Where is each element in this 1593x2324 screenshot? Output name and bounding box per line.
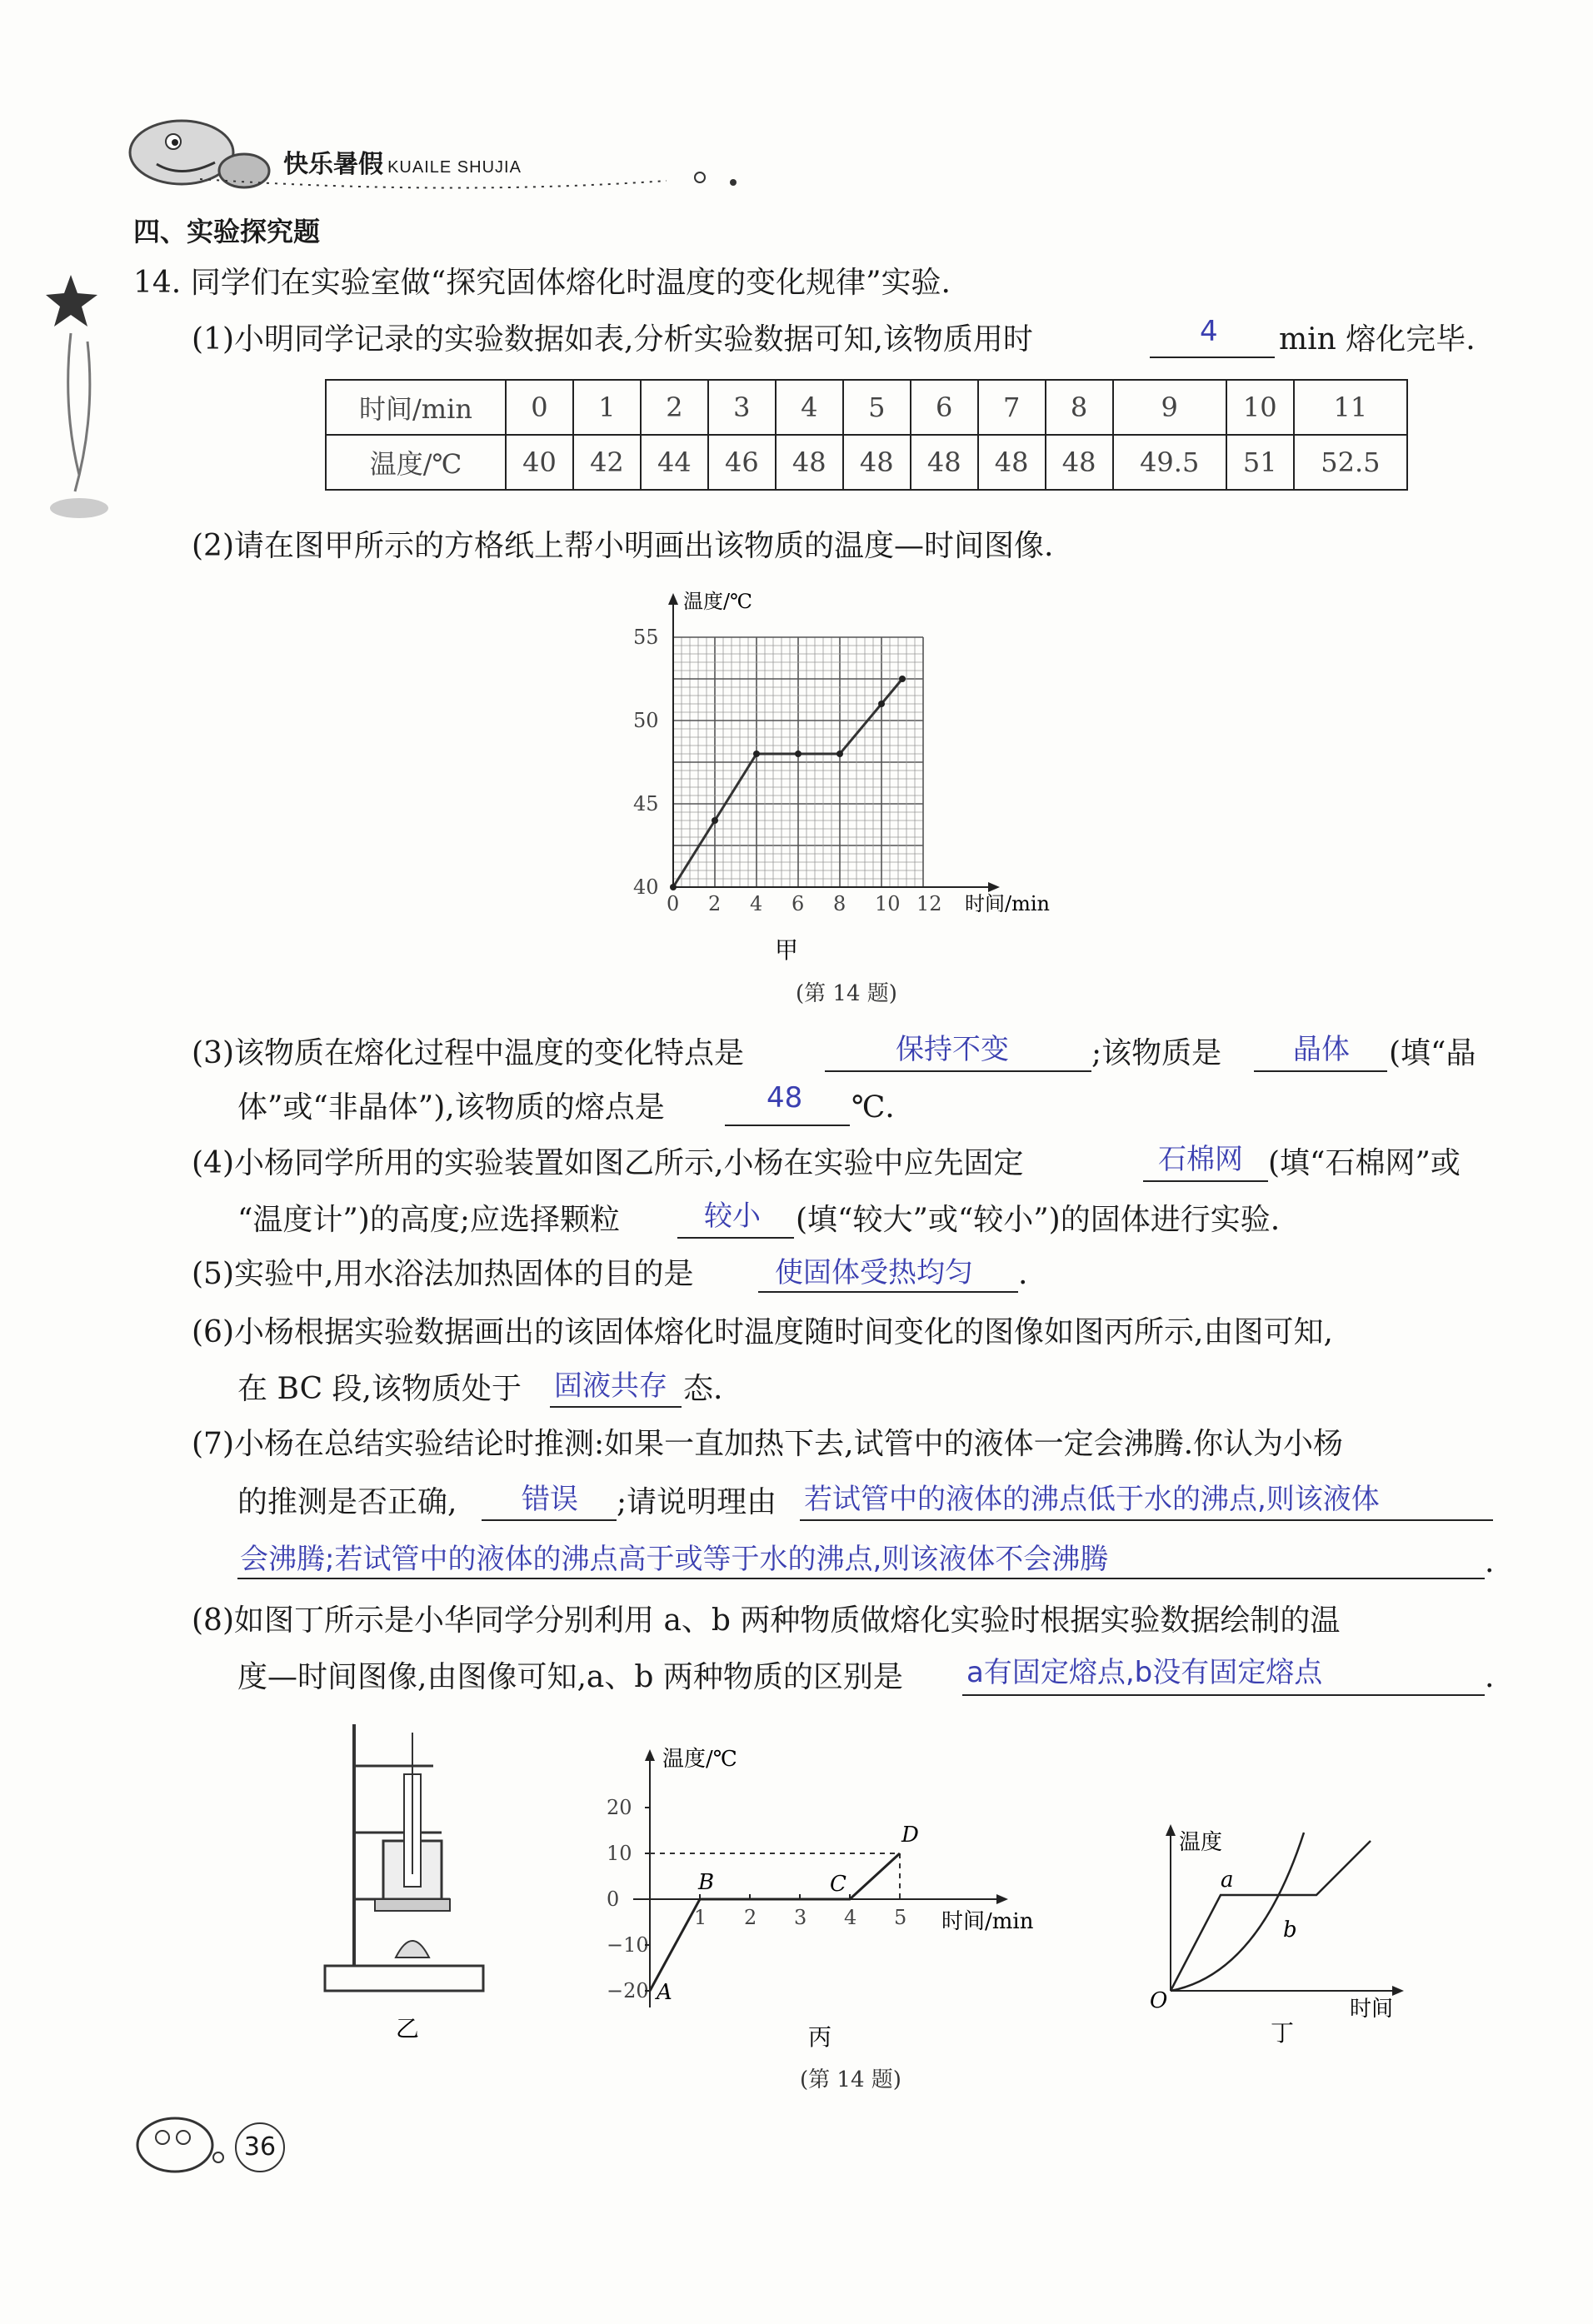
table-cell: 48 <box>978 435 1046 490</box>
table-cell: 8 <box>1046 380 1113 435</box>
part-5-blank <box>758 1291 1018 1293</box>
figure-ding <box>1150 1816 1416 2049</box>
part-7-blank-3 <box>237 1578 1485 1579</box>
part-8-a: (8)如图丁所示是小华同学分别利用 a、b 两种物质做熔化实验时根据实验数据绘制的温 <box>192 1603 1341 1638</box>
part-8-c: . <box>1485 1660 1495 1694</box>
table-header-temp: 温度/℃ <box>326 435 506 490</box>
question-stem-text: 同学们在实验室做“探究固体熔化时温度的变化规律”实验. <box>190 266 951 300</box>
table-cell: 46 <box>708 435 776 490</box>
part-3-blank-2 <box>1254 1070 1387 1072</box>
table-cell: 11 <box>1294 380 1407 435</box>
table-cell: 51 <box>1226 435 1294 490</box>
bing-xtick: 1 <box>694 1906 707 1929</box>
header-rule <box>200 171 767 196</box>
table-cell: 44 <box>641 435 708 490</box>
table-cell: 42 <box>573 435 641 490</box>
part-7-blank-2 <box>800 1519 1493 1521</box>
bing-xtick: 4 <box>844 1906 857 1929</box>
part-7-c: ;请说明理由 <box>617 1485 777 1519</box>
question-stem <box>133 268 951 298</box>
bing-caption: 丙 <box>808 2023 832 2051</box>
jia-ylabel: 温度/℃ <box>683 590 752 613</box>
page-number <box>235 2122 285 2172</box>
bing-point-label: C <box>830 1872 846 1897</box>
part-3-a: (3)该物质在熔化过程中温度的变化特点是 <box>192 1036 744 1070</box>
bing-point-label: D <box>901 1823 919 1848</box>
part-4-blank-1 <box>1143 1180 1268 1182</box>
part-7-a: (7)小杨在总结实验结论时推测:如果一直加热下去,试管中的液体一定会沸腾.你认为小杨 <box>192 1427 1344 1461</box>
part-1-after: min 熔化完毕. <box>1279 322 1476 357</box>
jia-grid <box>673 637 923 887</box>
part-5-a: (5)实验中,用水浴法加热固体的目的是 <box>192 1257 694 1291</box>
starfish-decoration <box>46 258 129 525</box>
ding-caption: 丁 <box>1271 2019 1295 2047</box>
data-table <box>325 379 1408 491</box>
ding-curve-a <box>1171 1841 1371 1991</box>
part-4-b: (填“石棉网”或 <box>1268 1146 1461 1180</box>
part-7-answer-2a: 若试管中的液体的沸点低于水的沸点,则该液体 <box>804 1483 1380 1516</box>
jia-xlabel: 时间/min <box>965 892 1050 915</box>
part-3-answer-1: 保持不变 <box>896 1033 1009 1066</box>
bing-ylabel: 温度/℃ <box>662 1747 737 1772</box>
jia-xtick: 0 <box>667 892 680 915</box>
part-5-answer: 使固体受热均匀 <box>775 1256 973 1289</box>
jia-series-line <box>673 679 902 887</box>
question-number: 14. <box>133 266 182 300</box>
part-3-answer-2: 晶体 <box>1293 1033 1350 1066</box>
ding-label-a: a <box>1221 1868 1234 1893</box>
part-3-e: ℃. <box>851 1090 895 1125</box>
jia-point <box>670 884 677 890</box>
jia-ytick: 45 <box>633 792 659 815</box>
part-1-before: (1)小明同学记录的实验数据如表,分析实验数据可知,该物质用时 <box>192 322 1033 357</box>
table-cell: 48 <box>843 435 911 490</box>
jia-xtick: 10 <box>875 892 901 915</box>
part-3-d: 体”或“非晶体”),该物质的熔点是 <box>237 1090 665 1125</box>
bing-point-label: B <box>698 1870 715 1895</box>
part-1-answer: 4 <box>1200 315 1218 348</box>
part-5-b: . <box>1018 1257 1028 1291</box>
ding-xlabel: 时间 <box>1350 1997 1394 2022</box>
bing-xtick: 2 <box>744 1906 757 1929</box>
header-title: 快乐暑假 <box>283 150 383 179</box>
jia-xtick: 12 <box>916 892 942 915</box>
table-cell: 0 <box>506 380 573 435</box>
part-3-blank-1 <box>825 1070 1091 1072</box>
part-2: (2)请在图甲所示的方格纸上帮小明画出该物质的温度—时间图像. <box>192 529 1054 563</box>
table-row-time <box>326 380 1407 435</box>
header-subtitle: KUAILE SHUJIA <box>387 158 522 177</box>
bing-ytick: −10 <box>607 1933 649 1957</box>
jia-point <box>753 751 760 757</box>
part-7-blank-1 <box>482 1519 617 1521</box>
part-8-b: 度—时间图像,由图像可知,a、b 两种物质的区别是 <box>237 1660 903 1694</box>
part-3-blank-3 <box>725 1125 850 1126</box>
figure-yi <box>317 1716 500 2049</box>
jia-point <box>836 751 843 757</box>
figure-caption-1: (第 14 题) <box>796 981 897 1006</box>
bing-xtick: 5 <box>894 1906 907 1929</box>
page-number-text: 36 <box>243 2132 277 2162</box>
part-3-b: ;该物质是 <box>1091 1036 1222 1070</box>
table-cell: 4 <box>776 380 843 435</box>
figure-jia <box>617 583 1083 975</box>
part-3-c: (填“晶 <box>1389 1036 1476 1070</box>
table-cell: 48 <box>911 435 978 490</box>
table-cell: 1 <box>573 380 641 435</box>
part-6-c: 态. <box>683 1372 723 1406</box>
table-cell: 48 <box>1046 435 1113 490</box>
ding-origin: O <box>1150 1988 1168 2013</box>
section-title: 四、实验探究题 <box>133 216 321 247</box>
ding-ylabel: 温度 <box>1179 1830 1223 1855</box>
jia-ytick: 55 <box>633 626 659 649</box>
part-4-answer-1: 石棉网 <box>1158 1143 1243 1176</box>
part-7-d: . <box>1485 1545 1495 1579</box>
part-7-b: 的推测是否正确, <box>237 1485 457 1519</box>
table-cell: 40 <box>506 435 573 490</box>
bing-ytick: 20 <box>607 1796 632 1819</box>
footer-mascot <box>125 2107 242 2182</box>
part-1-blank <box>1150 357 1275 358</box>
figure-caption-2: (第 14 题) <box>800 2067 901 2092</box>
ding-curve-b <box>1171 1833 1304 1991</box>
table-cell: 49.5 <box>1113 435 1226 490</box>
ding-label-b: b <box>1283 1918 1297 1942</box>
table-cell: 9 <box>1113 380 1226 435</box>
bing-ytick: −20 <box>607 1979 649 2002</box>
bing-ytick: 0 <box>607 1888 620 1911</box>
part-6-a: (6)小杨根据实验数据画出的该固体熔化时温度随时间变化的图像如图丙所示,由图可知, <box>192 1315 1333 1349</box>
jia-ytick: 50 <box>633 709 659 732</box>
part-8-blank <box>962 1694 1485 1696</box>
bing-xtick: 3 <box>794 1906 807 1929</box>
table-cell: 6 <box>911 380 978 435</box>
part-8-answer: a有固定熔点,b没有固定熔点 <box>966 1656 1323 1689</box>
jia-point <box>795 751 801 757</box>
part-6-b: 在 BC 段,该物质处于 <box>237 1372 522 1406</box>
part-4-a: (4)小杨同学所用的实验装置如图乙所示,小杨在实验中应先固定 <box>192 1146 1024 1180</box>
jia-point <box>899 676 906 682</box>
part-3-answer-3: 48 <box>767 1081 803 1115</box>
table-row-temp <box>326 435 1407 490</box>
table-cell: 2 <box>641 380 708 435</box>
part-4-blank-2 <box>677 1237 794 1239</box>
part-6-answer: 固液共存 <box>554 1369 667 1403</box>
jia-caption: 甲 <box>775 936 799 964</box>
bing-series-line <box>650 1853 900 1991</box>
figure-bing <box>583 1741 1100 2057</box>
part-7-answer-1: 错误 <box>522 1483 578 1516</box>
bing-point-label: A <box>657 1980 672 2005</box>
jia-xtick: 4 <box>750 892 763 915</box>
bing-xlabel: 时间/min <box>941 1909 1034 1934</box>
part-6-blank <box>550 1406 682 1408</box>
jia-ytick: 40 <box>633 875 659 899</box>
yi-caption: 乙 <box>396 2015 420 2042</box>
jia-point <box>878 701 885 707</box>
table-cell: 52.5 <box>1294 435 1407 490</box>
part-4-d: (填“较大”或“较小”)的固体进行实验. <box>796 1203 1281 1237</box>
jia-xtick: 8 <box>833 892 846 915</box>
table-header-time: 时间/min <box>326 380 506 435</box>
table-cell: 48 <box>776 435 843 490</box>
jia-xtick: 6 <box>792 892 805 915</box>
jia-point <box>712 817 718 824</box>
part-4-answer-2: 较小 <box>704 1199 761 1233</box>
jia-xtick: 2 <box>708 892 722 915</box>
table-cell: 7 <box>978 380 1046 435</box>
table-cell: 3 <box>708 380 776 435</box>
table-cell: 10 <box>1226 380 1294 435</box>
table-cell: 5 <box>843 380 911 435</box>
bing-ytick: 10 <box>607 1842 632 1865</box>
part-7-answer-2b: 会沸腾;若试管中的液体的沸点高于或等于水的沸点,则该液体不会沸腾 <box>240 1543 1109 1576</box>
part-4-c: “温度计”)的高度;应选择颗粒 <box>237 1203 620 1237</box>
